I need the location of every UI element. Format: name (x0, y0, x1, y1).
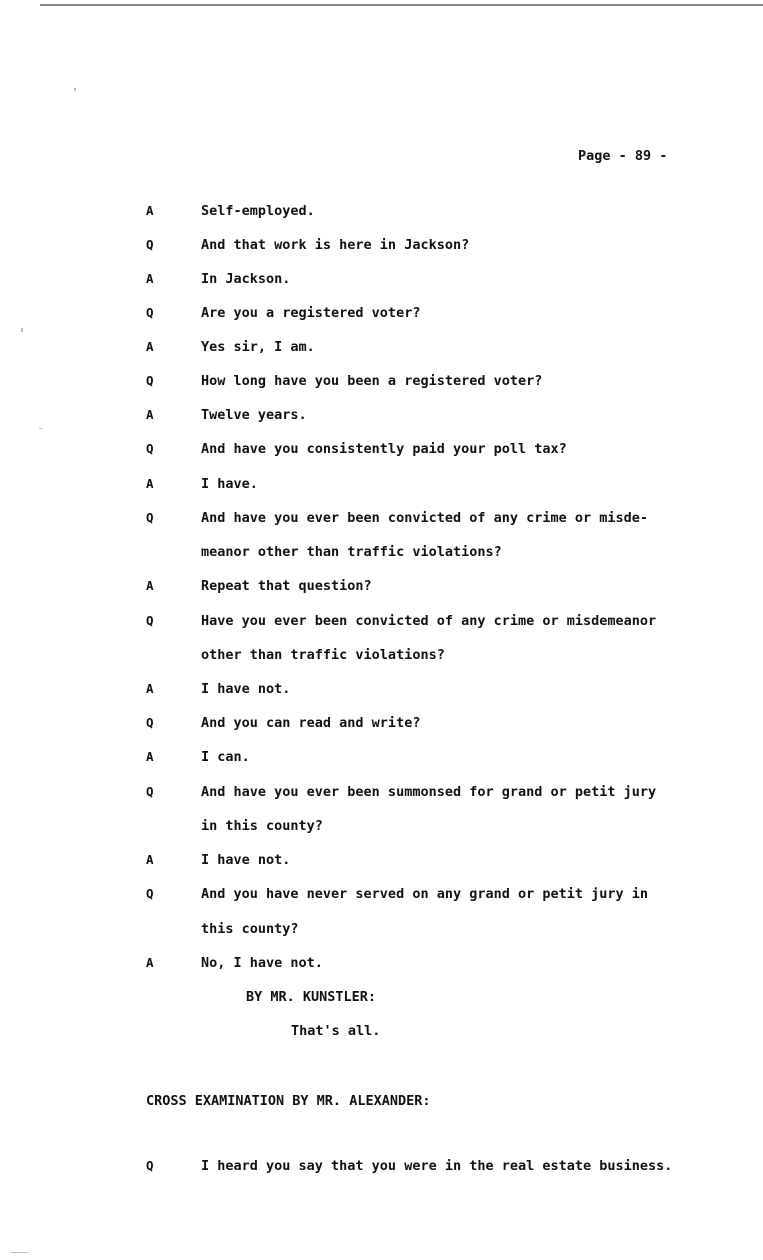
speaker-marker: A (146, 955, 154, 970)
transcript-line: And have you consistently paid your poll tax? (201, 441, 567, 457)
transcript-line: I can. (201, 749, 250, 765)
transcript-line: I have not. (201, 852, 291, 868)
transcript-line: other than traffic violations? (201, 647, 445, 663)
transcript-line: Twelve years. (201, 407, 307, 423)
top-rule (40, 4, 763, 6)
transcript-line: I have not. (201, 681, 291, 697)
transcript-line: No, I have not. (201, 955, 323, 971)
transcript-line: In Jackson. (201, 271, 291, 287)
speaker-marker: A (146, 476, 154, 491)
speaker-marker: Q (146, 715, 154, 730)
transcript-line: this county? (201, 921, 299, 937)
cross-examination-heading: CROSS EXAMINATION BY MR. ALEXANDER: (146, 1093, 431, 1109)
speaker-marker: A (146, 407, 154, 422)
transcript-line: And that work is here in Jackson? (201, 237, 470, 253)
transcript-line: And have you ever been summonsed for grand or petit jury (201, 784, 657, 800)
transcript-line: Are you a registered voter? (201, 305, 421, 321)
transcript-line: I have. (201, 476, 258, 492)
page-number: Page - 89 - (578, 148, 668, 164)
scan-speck (74, 88, 76, 91)
speaker-marker: Q (146, 237, 154, 252)
speaker-marker: Q (146, 373, 154, 388)
speaker-marker: Q (146, 613, 154, 628)
speaker-marker: Q (146, 305, 154, 320)
transcript-line: And you can read and write? (201, 715, 421, 731)
speaker-marker: Q (146, 510, 154, 525)
speaker-marker: A (146, 578, 154, 593)
scan-speck (21, 328, 23, 332)
speaker-marker: A (146, 852, 154, 867)
speaker-marker: A (146, 339, 154, 354)
speaker-marker: A (146, 681, 154, 696)
transcript-line: I heard you say that you were in the real estate business. (201, 1158, 673, 1174)
transcript-line: in this county? (201, 818, 323, 834)
transcript-line: And have you ever been convicted of any crime or misde- (201, 510, 649, 526)
examiner-heading: BY MR. KUNSTLER: (246, 989, 377, 1005)
transcript-line: Repeat that question? (201, 578, 372, 594)
transcript-line: Yes sir, I am. (201, 339, 315, 355)
speaker-marker: Q (146, 784, 154, 799)
scan-speck (10, 1252, 28, 1253)
transcript-line: meanor other than traffic violations? (201, 544, 502, 560)
transcript-line: How long have you been a registered voter? (201, 373, 543, 389)
transcript-line: Self-employed. (201, 203, 315, 219)
speaker-marker: A (146, 203, 154, 218)
speaker-marker: A (146, 271, 154, 286)
speaker-marker: A (146, 749, 154, 764)
speaker-marker: Q (146, 441, 154, 456)
speaker-marker: Q (146, 886, 154, 901)
closing-remark: That's all. (291, 1023, 381, 1039)
scan-speck (39, 428, 42, 429)
transcript-line: Have you ever been convicted of any crime or misdemeanor (201, 613, 657, 629)
transcript-line: And you have never served on any grand or petit jury in (201, 886, 649, 902)
speaker-marker: Q (146, 1158, 154, 1173)
